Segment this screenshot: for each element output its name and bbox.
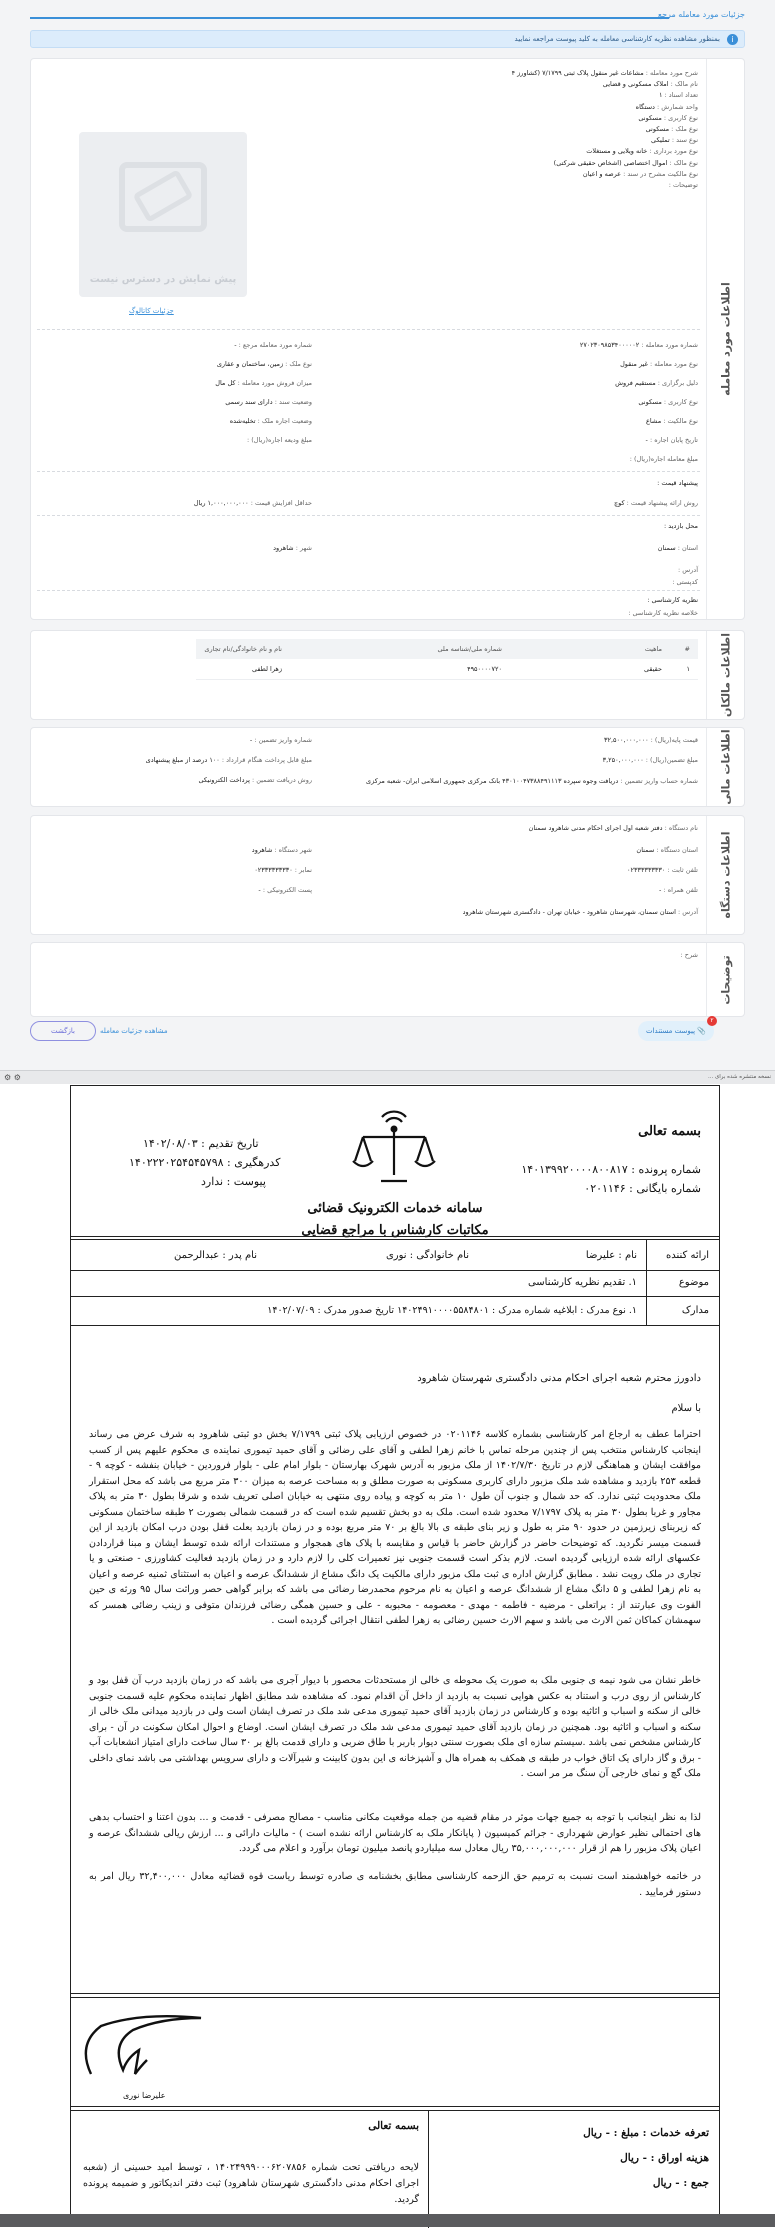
case-number: شماره پرونده : ۱۴۰۱۳۹۹۲۰۰۰۰۸۰۰۸۱۷ <box>521 1163 701 1176</box>
device-email-field: پست الکترونیکی : - <box>258 886 312 894</box>
deal-info-label: اطلاعات مورد معامله <box>706 59 744 619</box>
device-name-field: نام دستگاه : دفتر شعبه اول اجرای احکام مدنی شاهرود سمنان <box>528 824 698 832</box>
attachments-button[interactable]: 📎 پیوست مستندات ۲ <box>638 1021 714 1041</box>
table-cell: حقیقی <box>510 659 670 680</box>
presenter-label: ارائه کننده <box>666 1250 709 1261</box>
deal-field: نوع مورد معامله : غیر منقول <box>620 360 698 368</box>
device-card <box>30 815 745 935</box>
deal-field: نوع کاربری : مسکونی <box>638 398 698 406</box>
table-cell: زهرا لطفی <box>196 659 290 680</box>
summary-field: شرح مورد معامله : مشاعات غیر منقول پلاک ثبتی ۷/۱۷۹۹ (کشاورز ۴ <box>511 69 698 77</box>
deal-field: میزان فروش مورد معامله : کل مال <box>215 379 312 387</box>
submit-date: تاریخ تقدیم : ۱۴۰۲/۰۸/۰۳ <box>143 1137 259 1150</box>
receipt-title: بسمه تعالی <box>368 2120 419 2132</box>
province-field: استان : سمنان <box>657 544 698 552</box>
window-status-bar <box>0 1070 775 1084</box>
receipt-text: لایحه دریافتی تحت شماره ۱۴۰۲۴۹۹۹۰۰۰۶۲۰۷۸۵۶ ، توسط امید حسینی از (شعبه اجرای احکام مدنی دادگستری شهرستان شاهرود) ثبت دفتر اندیکاتور و ضمیمه پرونده گردید. <box>83 2162 419 2205</box>
deal-field: نوع ملک : زمین، ساختمان و عقاری <box>216 360 312 368</box>
notes-field: شرح : <box>680 951 698 959</box>
letter-paragraph-2: خاطر نشان می شود نیمه ی جنوبی ملک به صورت یک محوطه ی خالی از مستحدثات محصور با دیوار آجری می باشد که در زمان بازدید درب آن قفل بود و کارشناس از روی درب و استناد به عکس هوایی نسبت به بازدید از داخل آن اقدام نمود. که مشاهده شد مطابق اظهار نماینده محکوم علیه قسمت جنوبی خالی از سکنه و اسباب و اثاثیه بوده و کارشناس در زمان بازدید آقای حمید تیموری مدعی شد ملک در تصرف ایشان است ولی در بازدید میدانی ملک خالی از سکنه و اسباب و اثاثیه بود. همچنین در زمان بازدید آقای حمید تیموری مدعی شد ملک در تصرف ایشان است. اوضاع و احوال امکان سکونت در آن - برای کارشناس مشخص نمی باشد .سیستم سازه ای ملک بصورت سنتی دیوار باربر با طاق ضربی و دارای قدمت بالغ بر ۳۰ سال ساخت دارای امتیاز انشعابات آب - برق و گاز دارای یک اتاق خواب در طبقه ی همکف به همراه هال و آشپزخانه ی این بدون کابینت و شیرآلات و دارای سرویس بهداشتی می باشد نمای داخلی ملک گچ و نمای خارجی آن سنگ مر مر است . <box>89 1675 702 1779</box>
notice-text: بمنظور مشاهده نظریه کارشناسی معامله به کلید پیوست مراجعه نمایید <box>514 35 720 43</box>
portal-panel <box>0 0 775 1070</box>
paperclip-icon: 📎 <box>697 1027 707 1035</box>
settings-icon[interactable]: ⚙ ⚙ <box>4 1073 21 1082</box>
divider <box>37 471 700 472</box>
summary-field: نوع سند : تملیکی <box>651 136 698 145</box>
subject-label: موضوع <box>678 1277 709 1288</box>
city-field: شهر : شاهرود <box>273 544 312 552</box>
back-button[interactable]: بازگشت <box>30 1021 96 1041</box>
subject-text: ۱. تقدیم نظریه کارشناسی <box>527 1277 637 1288</box>
letter-salam: با سلام <box>671 1403 701 1414</box>
letter-paragraph-3: لذا به نظر اینجانب با توجه به جمیع جهات موثر در مقام قضیه من جمله موقعیت مکانی مناسب - مصالح مصرفی - قدمت و ... بدون اعتنا و احتساب بدهی های احتمالی نظیر عوارض شهرداری - جرائم کمیسیون ( پایانکار ملک به کارشناس ارائه نشده است ) - مالیات دارائی و ... ارزش ریالی ششدانگ عرصه و اعیان پلاک مزبور را هم از قرار ۳۵,۰۰۰,۰۰۰,۰۰۰ ریال معادل سه میلیاردو پانصد میلیون تومان برآورد و اعلام می گردد. <box>89 1812 701 1854</box>
basmala: بسمه تعالی <box>638 1124 701 1139</box>
signer-name: علیرضا نوری <box>123 2091 166 2100</box>
handwritten-signature <box>71 2004 241 2094</box>
divider <box>37 329 700 330</box>
catalog-details-link[interactable]: جزئیات کاتالوگ <box>129 307 174 315</box>
summary-field: توضیحات : <box>668 181 698 189</box>
documents-text: ۱. نوع مدرک : ابلاغیه شماره مدرک : ۱۴۰۲۴۹۱۰۰۰۰۵۵۸۴۸۰۱ تاریخ صدور مدرک : ۱۴۰۲/۰۷/۰۹ <box>267 1305 637 1316</box>
paper-cost: هزینه اوراق : - ریال <box>620 2152 709 2164</box>
divider <box>37 515 700 516</box>
deal-field: نوع مالکیت : مشاع <box>646 417 698 425</box>
guarantee-no-field: شماره واریز تضمین : - <box>249 736 312 744</box>
summary-field: نام مالک : املاک مسکونی و قضایی <box>602 80 698 89</box>
presenter-father: نام پدر : عبدالرحمن <box>174 1250 257 1261</box>
owners-label: اطلاعات مالکان <box>706 631 744 719</box>
device-mobile-field: تلفن همراه : - <box>659 886 698 894</box>
finance-card <box>30 727 745 807</box>
letter-paragraph-1: احتراما عطف به ارجاع امر کارشناسی بشماره کلاسه ۰۲۰۱۱۴۶ در خصوص ارزیابی پلاک ثبتی ۷/۱۷۹۹ بخش دو ثبتی شاهرود به شرف عرض می رساند اینجانب کارشناس منتخب پس از چندین مرحله تماس با خانم زهرا لطفی و آقای علی رضائی و آقای حمید تیموری نماینده ی محکوم علیهم پس از کسب موافقت ایشان و هماهنگی لازم در تاریخ ۱۴۰۲/۷/۳۰ از ملک مزبور به آدرس شهرک بهارستان - بلوار امام علی - بلوار فروردین - خیابان بنفشه - کوچه ۹ - قطعه ۲۵۳ بازدید و مشاهده شد ملک مزبور دارای کاربری مسکونی به صورت مطلق و به مساحت عرصه به میزان ۳۰۰ متر مربع می باشد که محل استقرار ملک محدودیت ثبتی ندارد. که حد شمال و جنوب آن طول ۱۰ متر به کوچه و پیاده روی منتهی به خیابان اصلی تعریف شده و شرقا بطول ۳۰ متر به پلاک مجاور و غربا بطول ۳۰ متر به پلاک ۷/۱۷۹۷ محدود شده است. ملک به دو بخش تقسیم شده است که در قسمت شمالی بصورت ۲ طبقه ساختمان مسکونی که زیربنای زیرزمین در حدود ۹۰ متر به طول و زیر بنای طبقه ی بالا بالغ بر ۷۰ متر مربع بوده و در زمان بازدید بعلت قفل بودن درب امکان بازدید از این قسمت میسر نگردید. که توضیحات حاضر در گزارش حاضر با قیاس و مقایسه با پلاک های همجوار و مستندات ارائه شده توسط ایشان و مبنا قراردادن عکسهای ارائه شده ارزیابی گردیده است. لازم بذکر است قسمت جنوبی نیز تعمیرات کلی را لازم دارد و در زمان بازدید فعالیت کشاورزی - صنعتی و یا تجاری در ملک رویت نشد . مطابق گزارش اداره ی ثبت ملک مزبور دارای مالکیت یک دانگ مشاع از ششدانگ عرصه و اعیان به استثنای ثمنیه عرصه و اعیان به نام زهرا لطفی و ۵ دانگ مشاع از ششدانگ عرصه و اعیان به نام مرحوم محمدرضا رضائی می باشد که برابر گواهی حصر وراثت سال ۹۵ ورثه ی حین الفوت وی عبارتند از : براتعلی - مرضیه - فاطمه - مهدی - معصومه - محبوبه - علی و حسین همگی رضائی فرزندان متوفی و زینب رضائی همسر که سهمشان کماکان ثمن الارث می باشد و سهم الارث حسین رضائی به زهرا لطفی انتقال اجرائی گردیده است . <box>89 1429 702 1626</box>
table-cell: ۴۹۵۰۰۰۰۷۲۰ <box>290 659 510 680</box>
deal-info-card <box>30 58 745 620</box>
letter-greeting: دادورز محترم شعبه اجرای احکام مدنی دادگستری شهرستان شاهرود <box>417 1373 701 1384</box>
info-icon: i <box>727 34 738 45</box>
summary-field: تعداد اسناد : ۱ <box>658 91 698 100</box>
total-cost: جمع : - ریال <box>652 2177 709 2189</box>
address-field: آدرس : <box>677 566 698 574</box>
postal-field: کدپستی : <box>672 578 698 586</box>
attachment-note: پیوست : ندارد <box>201 1175 266 1188</box>
expert-heading: نظریه کارشناسی : <box>647 596 698 604</box>
page-title: جزئیات مورد معامله مرجع <box>657 10 745 19</box>
location-heading: محل بازدید : <box>664 522 698 530</box>
device-label: اطلاعات دستگاه <box>706 816 744 934</box>
summary-field: نوع مالکیت مشرح در سند : عرصه و اعیان <box>582 169 698 178</box>
expert-summary-field: خلاصه نظریه کارشناسی : <box>628 609 698 617</box>
summary-field: نوع مالک : اموال اختصاصی (اشخاص حقیقی شرکتی) <box>553 158 698 167</box>
finance-label: اطلاعات مالی <box>706 728 744 806</box>
documents-label: مدارک <box>681 1305 709 1316</box>
deal-field: شماره مورد معامله مرجع : - <box>234 341 312 349</box>
deal-field: مبلغ معامله اجاره(ریال) : <box>629 455 698 463</box>
letter-paragraph-4: در خاتمه خواهشمند است نسبت به ترمیم حق الزحمه کارشناسی مطابق بخشنامه ی صادره توسط ریاست قوه قضائیه معادل ۳۲,۴۰۰,۰۰۰ ریال امر به دستور فرمایید . <box>89 1871 702 1898</box>
price-method-field: روش ارائه پیشنهاد قیمت : کوچ <box>613 499 698 507</box>
notes-label: توضیحات <box>706 943 744 1016</box>
presenter-name: نام : علیرضا <box>585 1250 637 1261</box>
deal-field: مبلغ ودیعه اجاره(ریال) : <box>247 436 312 444</box>
tracking-code: کدرهگیری : ۱۴۰۲۲۲۰۲۵۴۵۴۵۷۹۸ <box>129 1156 281 1169</box>
attachments-badge: ۲ <box>707 1016 717 1026</box>
col-header: شماره ملی/شناسه ملی <box>290 639 510 659</box>
deal-field: شماره مورد معامله : ۲۷۰۲۳۰۹۸۵۳۴۰۰۰۰۰۲ <box>579 341 698 349</box>
viewer-bottom-bar <box>0 2214 775 2227</box>
base-price-field: قیمت پایه(ریال) : ۳۲,۵۰۰,۰۰۰,۰۰۰ <box>603 736 698 744</box>
col-header: # <box>670 639 698 659</box>
info-notice <box>30 30 745 48</box>
owners-table <box>196 639 698 680</box>
presenter-family: نام خانوادگی : نوری <box>385 1250 469 1261</box>
device-province-field: استان دستگاه : سمنان <box>636 846 698 854</box>
deal-field: دلیل برگزاری : مستقیم فروش <box>615 379 698 387</box>
guarantee-account-field: شماره حساب واریز تضمین : دریافت وجوه سپرده ۴۳۰۱۰۰۴۷۳۸۸۴۹۱۱۱۳ بانک مرکزی جمهوری اسلامی ایران- شعبه مرکزی <box>366 777 698 785</box>
owners-card <box>30 630 745 720</box>
summary-field: نوع کاربری : مسکونی <box>638 113 698 122</box>
judiciary-emblem <box>349 1103 439 1189</box>
notes-card <box>30 942 745 1017</box>
summary-field: واحد شمارش : دستگاه <box>635 102 698 111</box>
guarantee-method-field: روش دریافت تضمین : پرداخت الکترونیکی <box>198 776 312 784</box>
table-cell: ۱ <box>670 659 698 680</box>
contract-payment-field: مبلغ قابل پرداخت هنگام قرارداد : ۱۰۰ درصد از مبلغ پیشنهادی <box>145 756 312 764</box>
device-fax-field: نمابر : ۰۲۳۳۳۳۳۳۳۳۰ <box>254 866 312 874</box>
deal-field: وضعیت سند : دارای سند رسمی <box>225 398 312 406</box>
divider <box>37 590 700 591</box>
archive-number: شماره بایگانی : ۰۲۰۱۱۴۶ <box>584 1182 701 1195</box>
deal-field: تاریخ پایان اجاره : - <box>645 436 698 444</box>
guarantee-amount-field: مبلغ تضمین(ریال) : ۳,۲۵۰,۰۰۰,۰۰۰ <box>602 756 698 764</box>
summary-field: نوع ملک : مسکونی <box>645 125 698 133</box>
min-price-field: حداقل افزایش قیمت : ۱,۰۰۰,۰۰۰,۰۰۰ ریال <box>193 499 312 507</box>
deal-details-link[interactable]: مشاهده جزئیات معامله <box>100 1027 168 1035</box>
deal-field: وضعیت اجاره ملک : تخلیه‌شده <box>229 417 312 425</box>
scanned-document <box>70 1085 720 2227</box>
no-preview-text: پیش نمایش در دسترس نیست <box>89 274 237 285</box>
no-preview-image <box>79 132 247 297</box>
header-line <box>30 17 669 19</box>
page-header <box>30 8 745 30</box>
deal-info-content <box>31 59 706 619</box>
owners-table-header <box>196 639 698 659</box>
col-header: نام و نام خانوادگی/نام تجاری <box>196 639 290 659</box>
summary-field: نوع مورد برداری : خانه ویلایی و مستغلات <box>586 147 698 156</box>
system-subtitle: مکاتبات کارشناس با مراجع قضایی <box>301 1223 489 1238</box>
service-fee: تعرفه خدمات : مبلغ : - ریال <box>583 2127 709 2139</box>
col-header: ماهیت <box>510 639 670 659</box>
table-row <box>196 659 698 680</box>
device-address-field: آدرس : استان سمنان، شهرستان شاهرود - خیابان تهران - دادگستری شهرستان شاهرود <box>462 908 698 916</box>
device-phone-field: تلفن ثابت : ۰۲۳۳۳۳۳۳۳۳۰ <box>627 866 698 874</box>
device-city-field: شهر دستگاه : شاهرود <box>251 846 312 854</box>
price-heading: پیشنهاد قیمت : <box>657 479 698 487</box>
status-text: نسخه منتشره شده برای ... <box>707 1074 771 1080</box>
system-name: سامانه خدمات الکترونیک قضائی <box>307 1201 483 1216</box>
